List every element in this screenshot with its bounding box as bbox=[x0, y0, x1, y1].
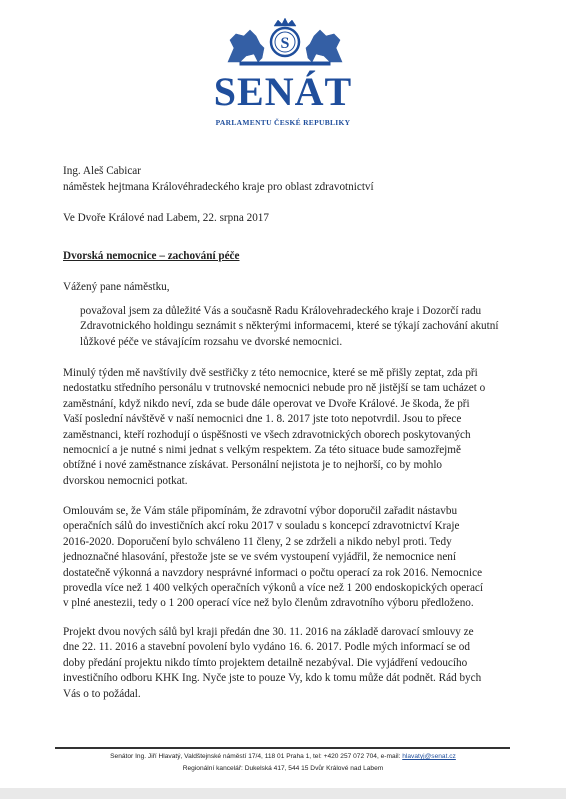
paragraph-line: dvorskou nemocnici potkat. bbox=[63, 474, 188, 487]
footer-address bbox=[0, 753, 566, 760]
paragraph-4 bbox=[63, 625, 481, 702]
footer-email-link[interactable]: hlavatyj@senat.cz bbox=[402, 753, 456, 760]
letter-subject: Dvorská nemocnice – zachování péče bbox=[63, 250, 240, 262]
paragraph-2 bbox=[63, 366, 485, 489]
paragraph-line: v plné anestezii, tedy o 1 200 operací více než bylo členům zdravotního výboru předloženo. bbox=[63, 597, 474, 610]
recipient-position: náměstek hejtmana Královéhradeckého kraje pro oblast zdravotnictví bbox=[63, 181, 374, 193]
paragraph-line: jednoznačné hlasování, přestože jste se ve svém vystoupení vyjádřil, že nemocnice není bbox=[63, 551, 456, 564]
senate-logo-subtitle: PARLAMENTU ČESKÉ REPUBLIKY bbox=[215, 118, 351, 127]
paragraph-line: Zdravotnického holdingu seznámit s některými informacemi, které se týkají zachování akutní bbox=[80, 320, 499, 333]
place-date: Ve Dvoře Králové nad Labem, 22. srpna 2017 bbox=[63, 212, 269, 224]
paragraph-line: 2016-2020. Doporučení bylo schváleno 11 členy, 2 se zdrželi a nikdo nebyl proti. Tedy bbox=[63, 535, 452, 548]
paragraph-line: obtížné i nové zaměstnance získávat. Personální nejistota je to nejhorší, co by mohlo bbox=[63, 459, 443, 472]
page-bottom-edge bbox=[0, 788, 566, 799]
paragraph-line: Omlouvám se, že Vám stále připomínám, že zdravotní výbor doporučil zařadit nástavbu bbox=[63, 505, 458, 517]
senate-logo-title: SENÁT bbox=[213, 69, 353, 114]
paragraph-line: dne 22. 11. 2016 a stavební povolení bylo vydáno 16. 6. 2017. Podle mých informací se od bbox=[63, 641, 470, 654]
footer-regional-office: Regionální kancelář: Dukelská 417, 544 15 Dvůr Králové nad Labem bbox=[182, 765, 384, 772]
paragraph-line: nedostatku středního personálu v trutnovské nemocnici nebude pro ně jistější se tam ucházet o bbox=[63, 382, 486, 395]
paragraph-line: Vás o to požádal. bbox=[63, 687, 141, 700]
svg-text:S: S bbox=[280, 35, 290, 52]
paragraph-line: dostatečně výkonná a navzdory nesprávné informaci o počtu operací za rok 2016. Nemocnice bbox=[63, 566, 483, 579]
recipient-name: Ing. Aleš Cabicar bbox=[63, 165, 141, 177]
paragraph-line: lůžkové péče ve stávajícím rozsahu ve dvorské nemocnici. bbox=[80, 335, 343, 348]
salutation: Vážený pane náměstku, bbox=[63, 281, 170, 293]
footer-address-text: Senátor Ing. Jiří Hlavatý, Valdštejnské náměstí 17/4, 118 01 Praha 1, tel: +420 257 072 704, e-mail: bbox=[110, 753, 403, 760]
paragraph-line: nemocnicí a je nutné s nimi jednat s velkým respektem. Za této situace bude samozřejmě bbox=[63, 444, 461, 457]
paragraph-line: provedla více než 1 400 velkých operačních výkonů a více než 1 200 endoskopických operací bbox=[63, 582, 483, 595]
paragraph-line: Minulý týden mě navštívily dvě sestřičky z této nemocnice, které se mě přišly zeptat, zda při bbox=[63, 367, 478, 379]
paragraph-line: zaměstnanci, kteří rozhodují o úspěšnosti ve všech zdravotnických oborech poskytovaných bbox=[63, 428, 471, 441]
senate-emblem-icon bbox=[220, 18, 350, 68]
paragraph-line: doby předání projektu nikdo tímto projektem detailně nezabýval. Die vyjádření vedoucího bbox=[63, 656, 468, 669]
paragraph-line: považoval jsem za důležité Vás a současně Radu Královehradeckého kraje i Dozorčí radu bbox=[80, 305, 482, 317]
paragraph-line: Projekt dvou nových sálů byl kraji předán dne 30. 11. 2016 na základě darovací smlouvy ze bbox=[63, 626, 474, 638]
paragraph-line: zaměstnání, když nikdo neví, zda se bude dále operovat ve Dvoře Králové. Je škoda, že při bbox=[63, 397, 470, 410]
paragraph-1 bbox=[80, 304, 498, 350]
paragraph-line: operačních sálů do investičních akcí roku 2017 v souladu s koncepcí zdravotnictví Kraje bbox=[63, 520, 460, 533]
paragraph-3 bbox=[63, 504, 483, 612]
paragraph-line: Vaší poslední návštěvě v naší nemocnici dne 1. 8. 2017 jste toto nepotvrdil. Jsou to přece bbox=[63, 413, 462, 426]
footer-divider bbox=[55, 747, 510, 749]
paragraph-line: investičního odboru KHK Ing. Nyče jste to pouze Vy, kdo k tomu může dát podnět. Rád bych bbox=[63, 672, 482, 685]
